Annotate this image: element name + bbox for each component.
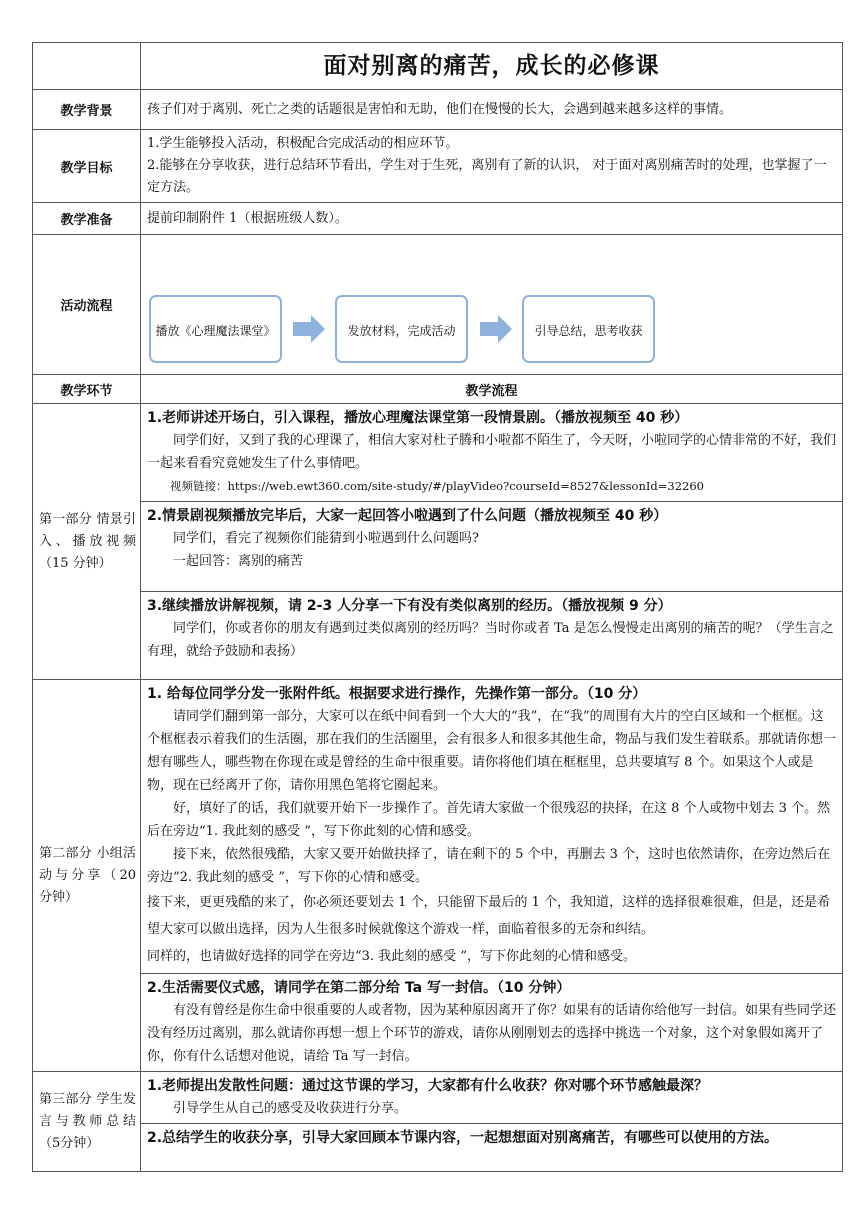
part3-step1-text: 引导学生从自己的感受及收获进行分享。 <box>173 1101 408 1116</box>
goal-item-2: 2.能够在分享收获，进行总结环节看出，学生对于生死，离别有了新的认识， 对于面对离别痛苦时的处理，也掌握了一定方法。 <box>147 158 827 195</box>
part2-step2-text: 有没有曾经是你生命中很重要的人或者物，因为某种原因离开了你？如果有的话请你给他写一封信。如果有些同学还没有经历过离别，那么就请你再想一想上个环节的游戏，请你从刚刚划去的选择中挑选一个对象，这个对象假如离开了你，你有什么话想对他说，请给 Ta 写一封信。 <box>147 1003 837 1064</box>
arrow-right-icon <box>293 315 325 343</box>
title-row <box>33 43 843 90</box>
background-label: 教学背景 <box>33 90 141 130</box>
arrow-right-icon <box>480 315 512 343</box>
part1-step3-title: 3.继续播放讲解视频，请 2-3 人分享一下有没有类似离别的经历。（播放视频 9 分） <box>147 598 672 614</box>
page-title: 面对别离的痛苦，成长的必修课 <box>141 43 843 90</box>
header-row <box>33 375 843 404</box>
lesson-plan-table <box>32 42 843 1172</box>
flow-diagram <box>141 235 842 367</box>
lesson-plan-sheet <box>32 42 842 1172</box>
part1-step1-title: 1.老师讲述开场白，引入课程，播放心理魔法课堂第一段情景剧。（播放视频至 40 秒） <box>147 410 689 426</box>
background-text: 孩子们对于离别、死亡之类的话题很是害怕和无助，他们在慢慢的长大，会遇到越来越多这样的事情。 <box>141 90 843 130</box>
part2-label: 第二部分 小组活动与分享（20 分钟） <box>33 680 141 1072</box>
part2-step1-text-5: 同样的，也请做好选择的同学在旁边“3. 我此刻的感受 ”，写下你此刻的心情和感受。 <box>147 949 636 964</box>
part2-step2-title: 2.生活需要仪式感，请同学在第二部分给 Ta 写一封信。（10 分钟） <box>147 980 571 996</box>
part1-step2-answer: 一起回答：离别的痛苦 <box>173 554 304 569</box>
goals-row <box>33 130 843 203</box>
flow-step-3: 引导总结，思考收获 <box>522 295 655 363</box>
prep-text: 提前印制附件 1（根据班级人数）。 <box>141 203 843 235</box>
prep-row <box>33 203 843 235</box>
title-blank-cell <box>33 43 141 90</box>
part3-row-2 <box>33 1124 843 1172</box>
part1-row-3 <box>33 592 843 680</box>
prep-label: 教学准备 <box>33 203 141 235</box>
part1-step2-title: 2.情景剧视频播放完毕后，大家一起回答小啦遇到了什么问题（播放视频至 40 秒） <box>147 508 668 524</box>
part2-row-2 <box>33 974 843 1072</box>
part2-step1-text-3: 接下来，依然很残酷，大家又要开始做抉择了，请在剩下的 5 个中，再删去 3 个，这时也依然请你，在旁边然后在旁边“2. 我此刻的感受 ”，写下你的心情和感受。 <box>147 847 831 885</box>
section-header-label: 教学环节 <box>33 375 141 404</box>
part2-row-1 <box>33 680 843 974</box>
goals-cell <box>141 130 843 203</box>
part1-step3 <box>141 592 843 680</box>
background-row <box>33 90 843 130</box>
part1-step1-text: 同学们好，又到了我的心理课了，相信大家对杜子腾和小啦都不陌生了，今天呀，小啦同学的心情非常的不好，我们一起来看看究竟她发生了什么事情吧。 <box>147 433 837 471</box>
flow-step-2: 发放材料，完成活动 <box>335 295 468 363</box>
part2-step1-text-2: 好，填好了的话，我们就要开始下一步操作了。首先请大家做一个很残忍的抉择，在这 8 个人或物中划去 3 个。然后在旁边“1. 我此刻的感受 ”，写下你此刻的心情和感受。 <box>147 801 831 839</box>
part1-step3-text: 同学们，你或者你的朋友有遇到过类似离别的经历吗？当时你或者 Ta 是怎么慢慢走出离别的痛苦的呢？（学生言之有理，就给予鼓励和表扬） <box>147 621 834 659</box>
goal-item-1: 1.学生能够投入活动，积极配合完成活动的相应环节。 <box>147 136 459 151</box>
goals-label: 教学目标 <box>33 130 141 203</box>
part1-step2 <box>141 502 843 592</box>
part2-step1-text-1: 请同学们翻到第一部分，大家可以在纸中间看到一个大大的“我”，在“我”的周围有大片的空白区域和一个框框。这个框框表示着我们的生活圈，那在我们的生活圈里，会有很多人和很多其他生命，物品与我们发生着联系。那就请你想一想有哪些人，哪些物在你现在或是曾经的生命中很重要。请你将他们填在框框里，总共要填写 8 个。如果这个人或是物，现在已经离开了你，请你用黑色笔将它圈起来。 <box>147 709 837 793</box>
video-link: 视频链接：https://web.ewt360.com/site-study/#/playVideo?courseId=8527&lessonId=32260 <box>170 479 704 493</box>
part2-step2 <box>141 974 843 1072</box>
part1-step2-text: 同学们，看完了视频你们能猜到小啦遇到什么问题吗? <box>173 531 479 546</box>
flow-label: 活动流程 <box>33 235 141 375</box>
part2-step1-title: 1. 给每位同学分发一张附件纸。根据要求进行操作，先操作第一部分。（10 分） <box>147 686 647 702</box>
part1-row-2 <box>33 502 843 592</box>
flow-row <box>33 235 843 375</box>
process-header-label: 教学流程 <box>141 375 843 404</box>
part3-row-1 <box>33 1072 843 1124</box>
part2-step1 <box>141 680 843 974</box>
part1-step1 <box>141 404 843 502</box>
part3-step2-title: 2.总结学生的收获分享，引导大家回顾本节课内容，一起想想面对别离痛苦，有哪些可以使用的方法。 <box>147 1130 779 1146</box>
part3-label: 第三部分 学生发言与教师总结（5分钟） <box>33 1072 141 1172</box>
flow-step-1: 播放《心理魔法课堂》 <box>149 295 282 363</box>
part1-label: 第一部分 情景引入、播放视频（15 分钟） <box>33 404 141 680</box>
part3-step2 <box>141 1124 843 1172</box>
part3-step1 <box>141 1072 843 1124</box>
flow-cell <box>141 235 843 375</box>
part3-step1-title: 1.老师提出发散性问题：通过这节课的学习，大家都有什么收获？你对哪个环节感触最深？ <box>147 1078 709 1094</box>
part1-row-1 <box>33 404 843 502</box>
part2-step1-text-4: 接下来，更更残酷的来了，你必须还要划去 1 个，只能留下最后的 1 个，我知道，这样的选择很难很难，但是，还是希望大家可以做出选择，因为人生很多时候就像这个游戏一样，面临着很多的无奈和纠结。 <box>147 895 831 937</box>
